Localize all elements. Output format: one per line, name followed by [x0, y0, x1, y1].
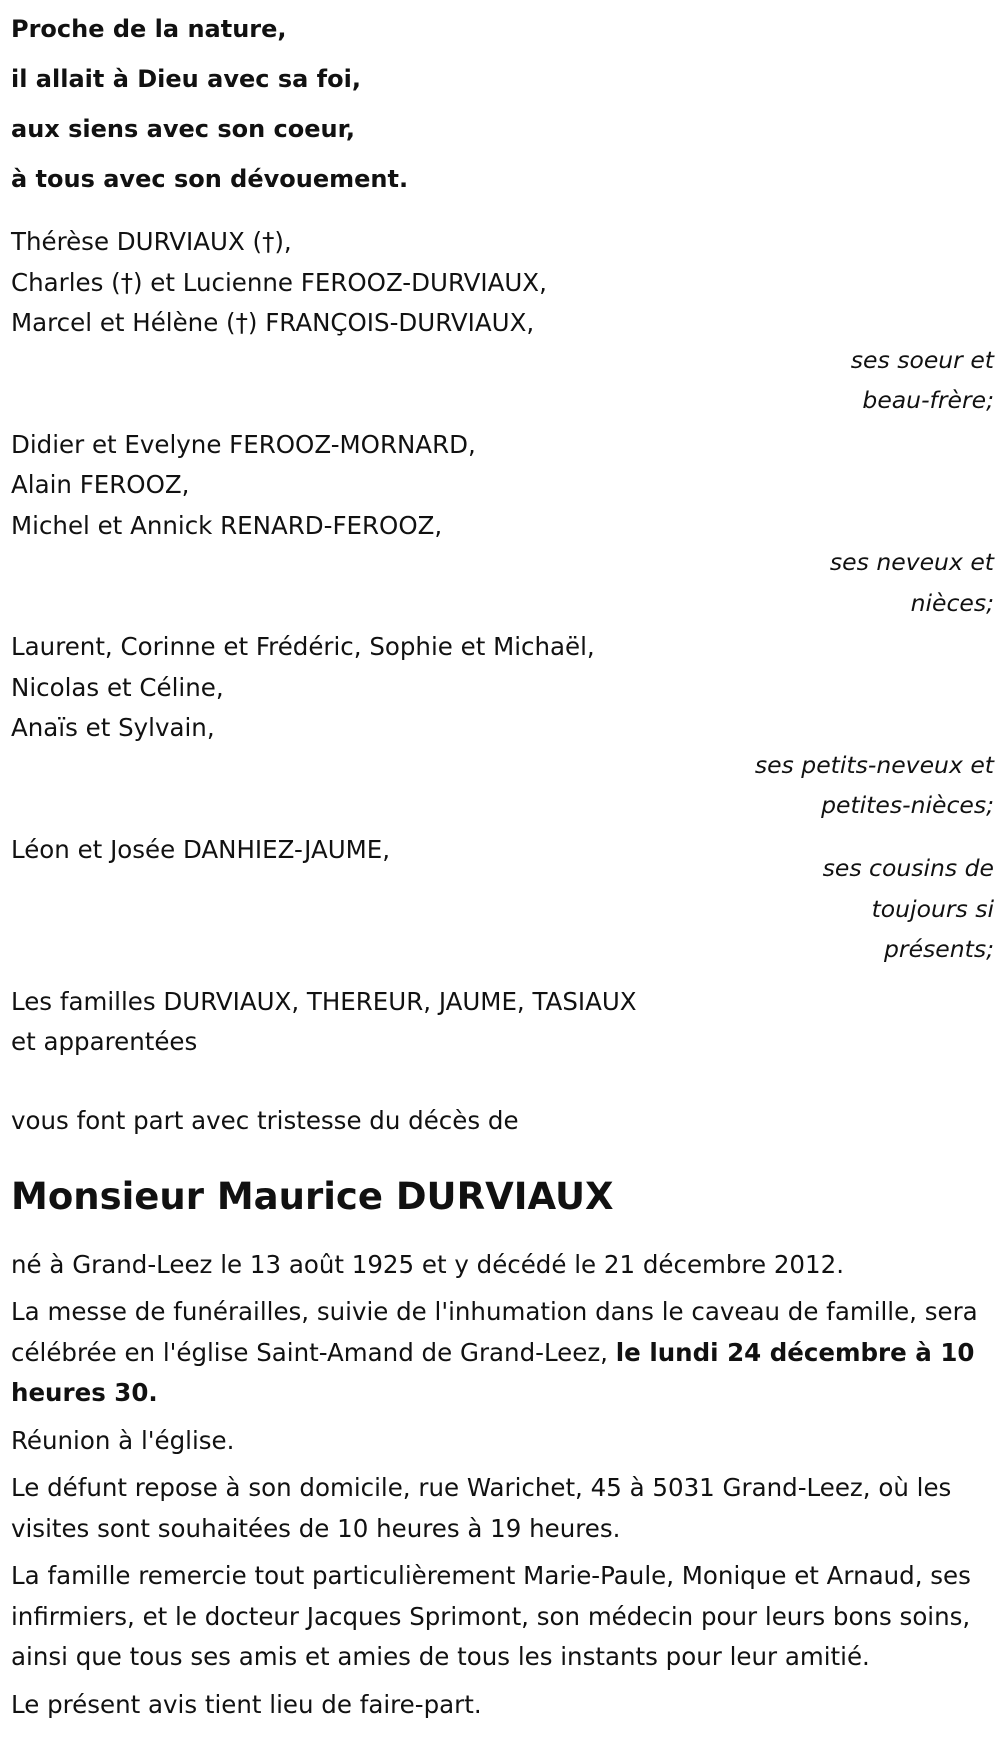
obituary-details — [11, 1245, 994, 1726]
family-name-line: Marcel et Hélène (†) FRANÇOIS-DURVIAUX, — [11, 308, 535, 337]
relationship-line: nièces; — [910, 588, 994, 617]
thanks-info: La famille remercie tout particulièrement Marie-Paule, Monique et Arnaud, ses infirmiers, et le docteur Jacques Sprimont, son médecin pour leurs bons soins, ainsi que tous ses amis et amies de tous les instants pour leur amitié. — [11, 1561, 971, 1671]
opening-poem — [11, 4, 994, 204]
relationship-label — [694, 542, 994, 623]
rest-info: Le défunt repose à son domicile, rue Warichet, 45 à 5031 Grand-Leez, où les visites sont souhaitées de 10 heures à 19 heures. — [11, 1473, 952, 1543]
poem-line: Proche de la nature, — [11, 15, 287, 43]
poem-line: à tous avec son dévouement. — [11, 165, 409, 193]
funeral-date: le lundi 24 décembre à 10 heures 30. — [11, 1337, 975, 1407]
relationship-line: ses soeur et — [850, 345, 994, 374]
relationship-line: toujours si — [871, 894, 994, 923]
relationship-line: ses cousins de — [822, 854, 994, 882]
funeral-info — [11, 1292, 996, 1414]
poem-line: il allait à Dieu avec sa foi, — [11, 65, 361, 93]
family-group-cousins — [11, 830, 994, 970]
announcement-text: vous font part avec tristesse du décès de — [11, 1105, 519, 1135]
relationship-label — [694, 745, 994, 826]
family-names — [11, 982, 994, 1063]
birth-death-info: né à Grand-Leez le 13 août 1925 et y décédé le 21 décembre 2012. — [11, 1249, 844, 1279]
relationship-label — [694, 848, 994, 970]
relationship-line: beau-frère; — [862, 386, 994, 414]
family-names — [11, 222, 994, 344]
relationship-line: ses petits-neveux et — [754, 750, 994, 779]
family-names — [11, 425, 994, 547]
family-name-line: Michel et Annick RENARD-FEROOZ, — [11, 510, 443, 540]
family-name-line: Thérèse DURVIAUX (†), — [11, 227, 292, 256]
funeral-text: La messe de funérailles, suivie de l'inhumation dans le caveau de famille, sera célébrée en l'église Saint-Amand de Grand-Leez, — [11, 1297, 978, 1367]
family-names — [11, 627, 994, 749]
family-name-line: Nicolas et Céline, — [11, 672, 224, 702]
family-group-siblings — [11, 222, 994, 421]
family-name-line: Laurent, Corinne et Frédéric, Sophie et Michaël, — [11, 632, 595, 661]
relationship-label — [694, 340, 994, 421]
family-name-line: Anaïs et Sylvain, — [11, 713, 215, 742]
meeting-info: Réunion à l'église. — [11, 1425, 235, 1455]
family-name-line: Les familles DURVIAUX, THEREUR, JAUME, TASIAUX — [11, 986, 637, 1016]
deceased-name: Monsieur Maurice DURVIAUX — [11, 1174, 614, 1218]
family-group-grandnephews — [11, 627, 994, 826]
family-name-line: Alain FEROOZ, — [11, 470, 190, 499]
family-group-nephews — [11, 425, 994, 624]
family-name-line: Charles (†) et Lucienne FEROOZ-DURVIAUX, — [11, 267, 547, 297]
family-name-line: et apparentées — [11, 1027, 198, 1056]
relationship-line: petites-nièces; — [821, 791, 994, 819]
obituary-content — [11, 4, 994, 1725]
relationship-line: présents; — [883, 935, 994, 963]
family-name-line: Léon et Josée DANHIEZ-JAUME, — [11, 834, 391, 864]
family-group-families — [11, 982, 994, 1063]
relationship-line: ses neveux et — [829, 548, 994, 576]
notice-info: Le présent avis tient lieu de faire-part. — [11, 1689, 482, 1719]
poem-line: aux siens avec son coeur, — [11, 115, 356, 143]
family-name-line: Didier et Evelyne FEROOZ-MORNARD, — [11, 429, 476, 459]
